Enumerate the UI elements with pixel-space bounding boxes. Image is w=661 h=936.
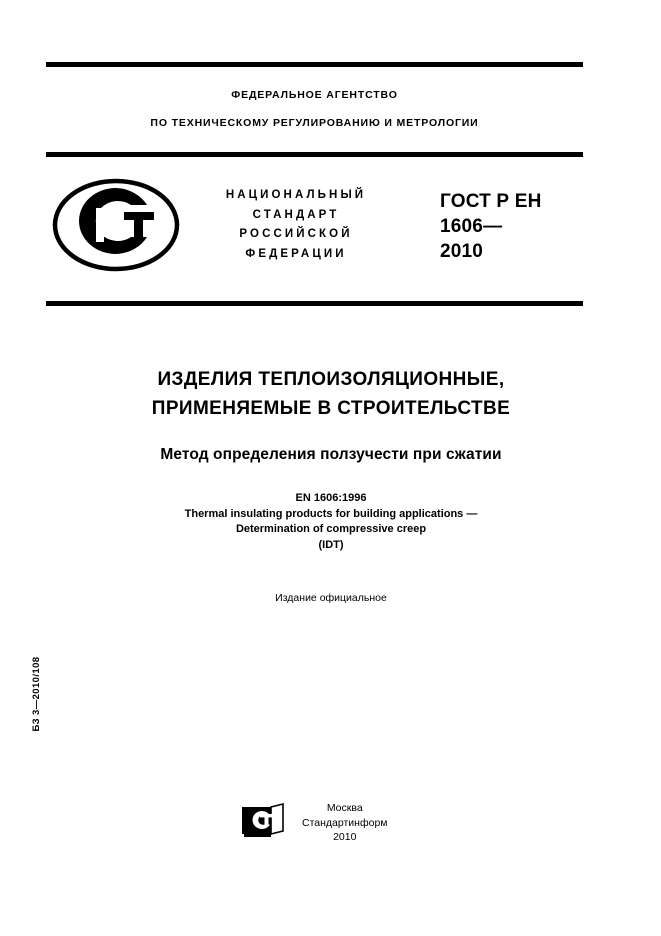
designation-line-3: 2010 bbox=[440, 241, 484, 262]
national-standard-block bbox=[196, 186, 396, 264]
english-standard-number: EN 1606:1996 bbox=[295, 492, 367, 504]
national-standard-line-4: ФЕДЕРАЦИИ bbox=[245, 247, 347, 260]
imprint-city: Москва bbox=[326, 802, 363, 814]
imprint-publisher: Стандартинформ bbox=[302, 816, 388, 829]
english-title-line-2: Determination of compressive creep bbox=[235, 523, 427, 535]
english-title-line-1: Thermal insulating products for building applications — bbox=[184, 507, 478, 520]
header-rule-top bbox=[46, 62, 583, 67]
english-equivalence-degree: (IDT) bbox=[318, 538, 344, 551]
imprint-year: 2010 bbox=[333, 831, 357, 843]
national-standard-line-1: НАЦИОНАЛЬНЫЙ bbox=[225, 189, 367, 201]
designation-line-1: ГОСТ Р ЕН bbox=[440, 191, 542, 212]
official-edition-notice: Издание официальное bbox=[275, 592, 387, 604]
federal-agency-line-1: ФЕДЕРАЛЬНОЕ АГЕНТСТВО bbox=[231, 89, 398, 101]
national-standard-line-3: РОССИЙСКОЙ bbox=[239, 228, 353, 240]
header-rule-middle bbox=[46, 152, 583, 157]
federal-agency-line-2: ПО ТЕХНИЧЕСКОМУ РЕГУЛИРОВАНИЮ И МЕТРОЛОГИИ bbox=[150, 117, 479, 129]
national-standard-line-2: СТАНДАРТ bbox=[252, 208, 340, 221]
document-title-line-1: ИЗДЕЛИЯ ТЕПЛОИЗОЛЯЦИОННЫЕ, bbox=[157, 369, 505, 390]
gost-r-emblem-icon bbox=[52, 178, 180, 272]
standartinform-logo-icon bbox=[240, 803, 285, 840]
standard-designation bbox=[440, 189, 610, 264]
side-margin-code: БЗ 3—2010/108 bbox=[31, 656, 42, 732]
document-subtitle: Метод определения ползучести при сжатии bbox=[160, 446, 502, 463]
designation-line-2: 1606— bbox=[440, 216, 503, 237]
document-title-line-2: ПРИМЕНЯЕМЫЕ В СТРОИТЕЛЬСТВЕ bbox=[151, 398, 511, 419]
imprint-text bbox=[302, 800, 388, 845]
publisher-imprint bbox=[240, 800, 388, 845]
document-title bbox=[46, 365, 616, 423]
header-rule-bottom bbox=[46, 301, 583, 306]
english-equivalence-block bbox=[46, 491, 616, 553]
